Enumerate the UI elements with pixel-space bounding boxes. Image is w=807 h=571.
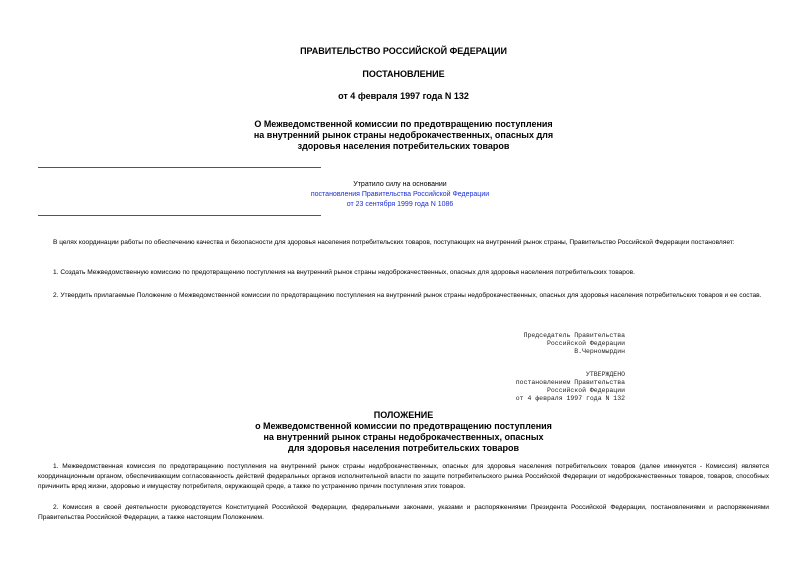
approval-line-2: постановлением Правительства (515, 379, 625, 386)
repeal-link-line-2[interactable]: от 23 сентября 1999 года N 1086 (346, 201, 454, 208)
repeal-link-line-1[interactable]: постановления Правительства Российской Федерации (310, 191, 490, 198)
government-name: ПРАВИТЕЛЬСТВО РОССИЙСКОЙ ФЕДЕРАЦИИ (300, 46, 507, 56)
document-title-line-1: О Межведомственной комиссии по предотвращению поступления (254, 119, 553, 129)
document-title-line-3: здоровья населения потребительских товаров (297, 141, 510, 151)
item-1-paragraph: 1. Создать Межведомственную комиссию по предотвращению поступления на внутренний рынок страны недоброкачественных, опасных для здоровья населения потребительских товаров. (53, 269, 635, 276)
approval-stamp: УТВЕРЖДЕНО (585, 371, 625, 378)
status-bottom-rule (38, 215, 321, 216)
approval-line-4: от 4 февраля 1997 года N 132 (515, 395, 625, 402)
document-type: ПОСТАНОВЛЕНИЕ (362, 69, 445, 79)
item-2-paragraph: 2. Утвердить прилагаемые Положение о Межведомственной комиссии по предотвращению поступления на внутренний рынок страны недоброкачественных, опасных для здоровья населения потребительских товаров и ее состав. (53, 292, 762, 299)
status-note: Утратило силу на основании (353, 181, 447, 188)
regulation-subtitle-line-3: для здоровья населения потребительских товаров (288, 443, 519, 453)
preamble-paragraph: В целях координации работы по обеспечению качества и безопасности для здоровья населения потребительских товаров, поступающих на внутренний рынок страны, Правительство Российской Федерации постановляет: (53, 239, 735, 246)
regulation-subtitle-line-2: на внутренний рынок страны недоброкачественных, опасных (263, 432, 544, 442)
regulation-heading: ПОЛОЖЕНИЕ (373, 410, 434, 420)
approval-line-3: Российской Федерации (546, 387, 625, 394)
signature-title-line-2: Российской Федерации (546, 340, 625, 347)
signature-title-line-1: Председатель Правительства (523, 332, 625, 339)
document-title-line-2: на внутренний рынок страны недоброкачественных, опасных для (253, 130, 554, 140)
regulation-paragraph-1: 1. Межведомственная комиссия по предотвращению поступления на внутренний рынок страны недоброкачественных, опасных для здоровья населения потребительских товаров (далее именуется - Комиссия) является координационным органом, обеспечивающим согласованность действий федеральных органов исполнительной власти по защите потребительского рынка Российской Федерации от недоброкачественных товаров, товаров, способных причинить вред жизни, здоровью и имуществу потребителя, окружающей среде, а также по устранению причин поступления этих товаров. (38, 463, 769, 490)
regulation-subtitle-line-1: о Межведомственной комиссии по предотвращению поступления (255, 421, 552, 431)
status-top-rule (38, 167, 321, 168)
signature-name: В.Черномырдин (574, 348, 625, 355)
document-date-number: от 4 февраля 1997 года N 132 (338, 91, 469, 101)
regulation-paragraph-2: 2. Комиссия в своей деятельности руководствуется Конституцией Российской Федерации, федеральными законами, указами и распоряжениями Президента Российской Федерации, постановлениями и распоряжениями Правительства Российской Федерации, а также настоящим Положением. (38, 504, 769, 521)
